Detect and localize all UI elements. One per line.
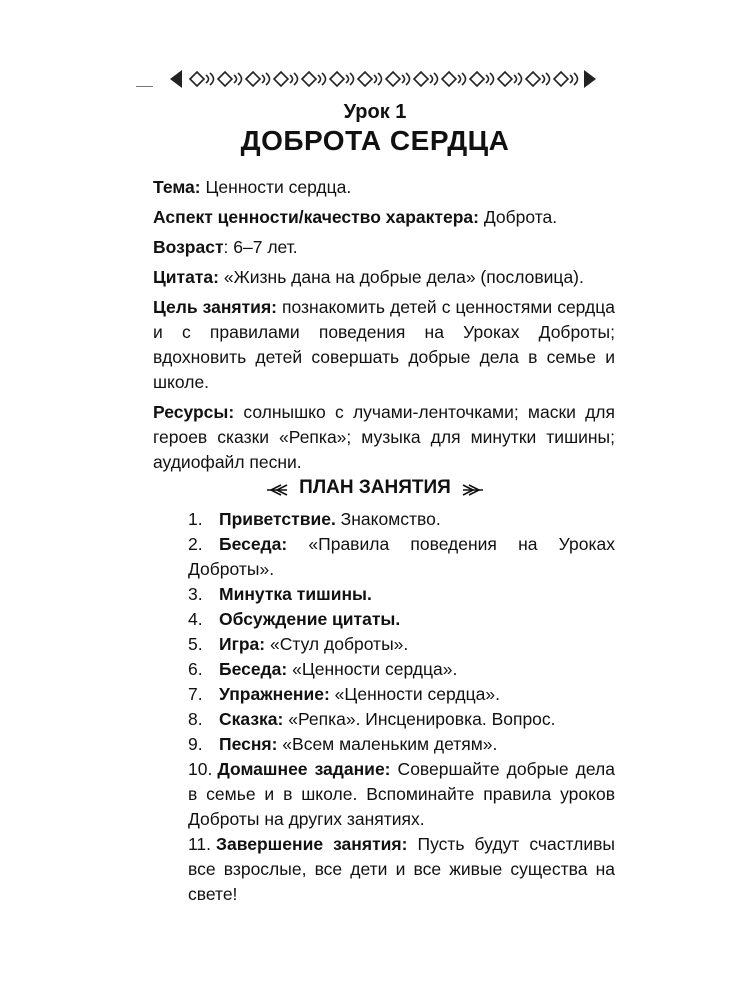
- info-aspect: [153, 205, 615, 230]
- info-topic-text: Ценности сердца.: [200, 177, 352, 197]
- plan-item-number: 2.: [188, 534, 203, 554]
- info-age-label: Возраст: [153, 237, 224, 257]
- plan-item-number: 3.: [188, 584, 203, 604]
- info-topic-label: Тема:: [153, 177, 201, 197]
- plan-title: ПЛАН ЗАНЯТИЯ: [299, 477, 451, 498]
- plan-item: [188, 707, 615, 732]
- info-aspect-text: Доброта.: [478, 207, 558, 227]
- plan-item-number: 8.: [188, 709, 203, 729]
- plan-item-text: Пусть будут счастливы все взрослые, все дети и все живые существа на свете!: [188, 834, 615, 904]
- info-age-text: : 6–7 лет.: [223, 237, 298, 257]
- lesson-info: [153, 175, 615, 480]
- plan-item-text: «Всем маленьким детям».: [277, 734, 498, 754]
- plan-item-text: «Стул доброты».: [265, 634, 409, 654]
- plan-item-text: Знакомство.: [335, 509, 441, 529]
- plan-item-label: Завершение занятия:: [216, 834, 408, 854]
- plan-item-label: Упражнение:: [219, 684, 330, 704]
- plan-item: [188, 582, 615, 607]
- plan-item-number: 7.: [188, 684, 203, 704]
- plan-item: [188, 832, 615, 907]
- info-resources: [153, 400, 615, 475]
- plan-item-number: 9.: [188, 734, 203, 754]
- plan-item-label: Минутка тишины.: [219, 584, 372, 604]
- info-resources-label: Ресурсы:: [153, 402, 235, 422]
- plan-item-label: Обсуждение цитаты.: [219, 609, 401, 629]
- plan-item-text: «Правила поведения на Уроках Доброты».: [188, 534, 615, 579]
- plan-item-text: «Ценности сердца».: [287, 659, 458, 679]
- plan-item-number: 5.: [188, 634, 203, 654]
- plan-item-text: «Репка». Инсценировка. Вопрос.: [283, 709, 556, 729]
- info-topic: [153, 175, 615, 200]
- plan-item-number: 6.: [188, 659, 203, 679]
- plan-list: [188, 507, 615, 907]
- lesson-title: ДОБРОТА СЕРДЦА: [240, 125, 510, 156]
- plan-item: [188, 682, 615, 707]
- plan-item: [188, 607, 615, 632]
- plan-item-number: 10.: [188, 759, 213, 779]
- plan-item: [188, 657, 615, 682]
- info-quote: [153, 265, 615, 290]
- info-goal-label: Цель занятия:: [153, 297, 277, 317]
- info-quote-label: Цитата:: [153, 267, 219, 287]
- plan-item-number: 11.: [188, 834, 212, 854]
- plan-item-label: Домашнее задание:: [217, 759, 391, 779]
- plan-item: [188, 757, 615, 832]
- lesson-number: Урок 1: [343, 101, 407, 123]
- plan-item: [188, 532, 615, 582]
- right-ornament-icon: [461, 481, 485, 495]
- ornament-border: [170, 65, 596, 93]
- info-resources-text: солнышко с лучами-ленточками; маски для героев сказки «Репка»; музыка для минутки тишины; аудиофайл песни.: [153, 402, 615, 472]
- plan-item-label: Игра:: [219, 634, 266, 654]
- left-ornament-icon: [265, 481, 289, 495]
- plan-item-number: 1.: [188, 509, 203, 529]
- plan-item: [188, 632, 615, 657]
- plan-heading: [0, 477, 750, 499]
- plan-item-label: Песня:: [219, 734, 278, 754]
- plan-item-label: Сказка:: [219, 709, 284, 729]
- info-quote-text: «Жизнь дана на добрые дела» (пословица).: [218, 267, 584, 287]
- plan-item-text: «Ценности сердца».: [329, 684, 500, 704]
- info-age: [153, 235, 615, 260]
- plan-item-label: Беседа:: [219, 534, 288, 554]
- plan-item: [188, 507, 615, 532]
- info-aspect-label: Аспект ценности/качество характера:: [153, 207, 479, 227]
- plan-item: [188, 732, 615, 757]
- plan-item-text: Совершайте добрые дела в семье и в школе. Вспоминайте правила уроков Доброты на других занятиях.: [188, 759, 615, 829]
- plan-item-label: Беседа:: [219, 659, 288, 679]
- plan-item-number: 4.: [188, 609, 203, 629]
- top-dash: [136, 86, 153, 87]
- plan-item-label: Приветствие.: [219, 509, 336, 529]
- info-goal: [153, 295, 615, 395]
- info-goal-text: познакомить детей с ценностями сердца и с правилами поведения на Уроках Доброты; вдохновить детей совершать добрые дела в семье и школе.: [153, 297, 615, 392]
